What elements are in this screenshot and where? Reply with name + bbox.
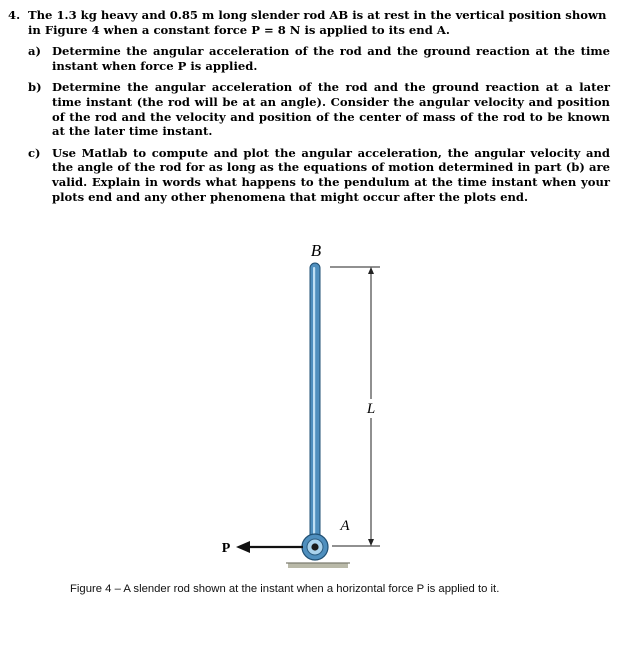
force-p-arrowhead	[236, 541, 250, 553]
part-a	[28, 44, 610, 73]
part-label: c)	[28, 145, 41, 160]
problem-number: 4.	[8, 8, 21, 22]
part-label: a)	[28, 44, 41, 59]
problem-header	[8, 8, 610, 37]
figure-caption: Figure 4 – A slender rod shown at the instant when a horizontal force P is applied to it.	[70, 583, 500, 595]
label-a: A	[340, 518, 350, 534]
problem-4	[8, 8, 610, 211]
problem-parts	[28, 44, 610, 204]
rod-highlight	[313, 267, 315, 544]
problem-statement: The 1.3 kg heavy and 0.85 m long slender rod AB is at rest in the vertical position shown in Figure 4 when a constant force P = 8 N is applied to its end A.	[28, 8, 607, 37]
part-text: Determine the angular acceleration of the rod and the ground reaction at a later time instant (the rod will be at an angle). Consider the angular velocity and position of the rod and the velocity and position of the center of mass of the rod to be known at the later time instant.	[52, 80, 610, 139]
part-label: b)	[28, 80, 42, 95]
label-l: L	[366, 401, 376, 417]
label-p: P	[221, 541, 231, 556]
part-c	[28, 146, 610, 204]
part-text: Use Matlab to compute and plot the angular acceleration, the angular velocity and the angle of the rod for as long as the equations of motion determined in part (b) are valid. Explain in words what happens to the pendulum at the time instant when your plots end and any other phenomena that might occur after the plots end.	[52, 145, 610, 204]
label-b: B	[310, 241, 322, 260]
part-b	[28, 80, 610, 138]
ground	[288, 563, 348, 568]
rod-figure	[0, 238, 624, 583]
part-text: Determine the angular acceleration of the rod and the ground reaction at the time instant when force P is applied.	[52, 44, 610, 73]
pin-a-center	[311, 543, 318, 550]
